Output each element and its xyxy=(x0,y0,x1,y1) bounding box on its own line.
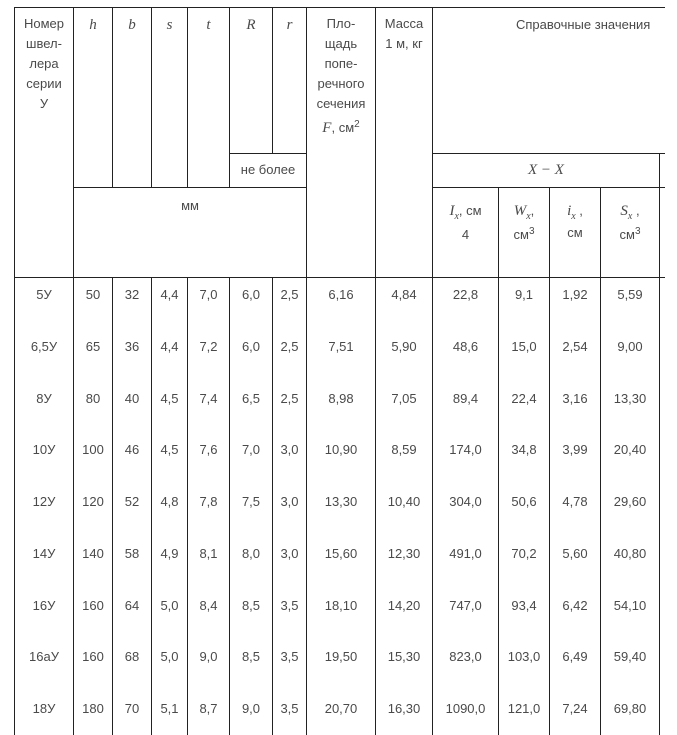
header-area-unit xyxy=(307,118,375,140)
table-cell-mass: 10,40 xyxy=(387,494,421,509)
table-cell-h: 80 xyxy=(85,391,101,406)
header-channel-number-line: серии xyxy=(26,76,62,91)
table-cell-r: 2,5 xyxy=(280,339,299,354)
table-cell-Ix: 89,4 xyxy=(452,391,479,406)
table-cell-t: 7,0 xyxy=(199,287,218,302)
table-cell-name: 8У xyxy=(36,391,52,406)
table-cell-b: 40 xyxy=(124,391,140,406)
table-cell-t: 8,4 xyxy=(199,598,218,613)
header-Ix-sub: x xyxy=(454,211,459,222)
table-cell-mass: 15,30 xyxy=(387,649,421,664)
table-cell-ix: 2,54 xyxy=(562,339,588,354)
header-channel-number-line: лера xyxy=(29,56,59,71)
table-cell-r: 3,0 xyxy=(280,442,299,457)
table-cell-R: 7,5 xyxy=(241,494,261,509)
table-cell-F: 13,30 xyxy=(324,494,358,509)
header-Ix-unit: , см xyxy=(458,203,482,218)
table-cell-Sx: 59,40 xyxy=(613,649,647,664)
table-cell-s: 4,4 xyxy=(160,339,179,354)
table-cell-s: 4,8 xyxy=(160,494,179,509)
header-mass-line: Масса xyxy=(384,16,424,31)
header-area-line: щадь xyxy=(324,36,358,51)
table-cell-s: 5,0 xyxy=(160,598,179,613)
table-cell-ix: 1,92 xyxy=(562,287,588,302)
table-cell-Ix: 491,0 xyxy=(449,546,482,561)
header-Sx-unit: см xyxy=(619,227,635,242)
table-cell-Wx: 9,1 xyxy=(514,287,534,302)
header-ix-sub: x xyxy=(571,211,576,222)
table-cell-name: 14У xyxy=(32,546,56,561)
table-cell-h: 100 xyxy=(82,442,104,457)
table-cell-mass: 14,20 xyxy=(387,598,421,613)
table-cell-Sx: 5,59 xyxy=(617,287,643,302)
table-cell-Ix: 823,0 xyxy=(449,649,482,664)
table-cell-b: 64 xyxy=(124,598,140,613)
header-Wx-unit-line xyxy=(499,225,549,247)
table-cell-b: 58 xyxy=(124,546,140,561)
table-cell-Wx: 121,0 xyxy=(507,701,541,716)
header-mass xyxy=(376,14,432,54)
table-cell-Ix: 747,0 xyxy=(449,598,482,613)
header-b-symbol: b xyxy=(128,17,136,33)
table-cell-F: 7,51 xyxy=(328,339,354,354)
header-channel-number-line: швел- xyxy=(26,36,62,51)
table-cell-Wx: 103,0 xyxy=(507,649,541,664)
table-cell-Sx: 54,10 xyxy=(613,598,647,613)
header-area-line: попе- xyxy=(324,56,358,71)
table-cell-t: 9,0 xyxy=(199,649,218,664)
table-cell-t: 8,7 xyxy=(199,701,218,716)
header-Ix-symbol: I xyxy=(449,203,455,219)
header-axis-x-x: X − X xyxy=(528,162,564,178)
header-area-unit-text: , см xyxy=(331,120,355,135)
table-cell-F: 20,70 xyxy=(324,701,358,716)
table-cell-b: 70 xyxy=(124,701,140,716)
table-cell-s: 4,4 xyxy=(160,287,179,302)
table-cell-mass: 7,05 xyxy=(391,391,417,406)
table-cell-Wx: 15,0 xyxy=(511,339,537,354)
header-t-symbol: t xyxy=(206,17,211,33)
header-Ix-line xyxy=(433,201,498,223)
table-cell-b: 68 xyxy=(124,649,140,664)
table-cell-h: 120 xyxy=(82,494,104,509)
header-not-more: не более xyxy=(240,162,296,177)
table-cell-F: 19,50 xyxy=(324,649,358,664)
table-cell-F: 8,98 xyxy=(328,391,354,406)
table-cell-s: 4,9 xyxy=(160,546,179,561)
table-cell-h: 160 xyxy=(82,598,104,613)
table-cell-h: 160 xyxy=(82,649,104,664)
table-cell-t: 7,8 xyxy=(199,494,218,509)
table-cell-R: 6,5 xyxy=(241,391,261,406)
header-Sx-unit-line xyxy=(601,225,659,247)
table-cell-Sx: 69,80 xyxy=(613,701,647,716)
table-cell-h: 180 xyxy=(82,701,104,716)
header-reference-values: Справочные значения xyxy=(516,17,651,32)
table-cell-Sx: 9,00 xyxy=(617,339,643,354)
header-Wx-unit: см xyxy=(513,227,529,242)
table-cell-F: 10,90 xyxy=(324,442,358,457)
table-cell-R: 7,0 xyxy=(241,442,261,457)
header-area-line: Пло- xyxy=(326,16,356,31)
table-cell-R: 8,5 xyxy=(241,649,261,664)
header-area-line: речного xyxy=(317,76,365,91)
table-cell-ix: 3,99 xyxy=(562,442,588,457)
table-cell-name: 5У xyxy=(36,287,52,302)
header-Wx-sub: x xyxy=(526,211,531,222)
table-cell-Ix: 22,8 xyxy=(452,287,479,302)
table-cell-Wx: 50,6 xyxy=(511,494,537,509)
table-cell-F: 6,16 xyxy=(328,287,354,302)
table-cell-r: 3,5 xyxy=(280,649,299,664)
table-cell-t: 8,1 xyxy=(199,546,218,561)
header-Ix-power: 4 xyxy=(461,227,470,242)
table-cell-R: 8,5 xyxy=(241,598,261,613)
header-Sx-sub: x xyxy=(627,211,633,222)
table-cell-Wx: 34,8 xyxy=(511,442,537,457)
table-cell-r: 3,0 xyxy=(280,546,299,561)
table-cell-ix: 6,49 xyxy=(562,649,588,664)
table-cell-r: 3,0 xyxy=(280,494,299,509)
table-cell-name: 6,5У xyxy=(30,339,58,354)
table-cell-ix: 5,60 xyxy=(562,546,588,561)
table-cell-ix: 4,78 xyxy=(562,494,588,509)
table-cell-h: 50 xyxy=(85,287,101,302)
table-cell-mass: 16,30 xyxy=(387,701,421,716)
header-h-symbol: h xyxy=(89,17,97,33)
table-cell-name: 18У xyxy=(32,701,56,716)
header-Sx-symbol: S xyxy=(620,203,628,219)
header-Sx-line xyxy=(601,201,659,223)
header-s-symbol: s xyxy=(166,17,173,33)
table-cell-Ix: 1090,0 xyxy=(445,701,486,716)
table-cell-Ix: 304,0 xyxy=(449,494,482,509)
table-cell-F: 15,60 xyxy=(324,546,358,561)
header-r-symbol: r xyxy=(286,17,293,33)
table-cell-Wx: 22,4 xyxy=(511,391,537,406)
table-cell-r: 3,5 xyxy=(280,598,299,613)
table-cell-t: 7,6 xyxy=(199,442,218,457)
table-cell-s: 5,0 xyxy=(160,649,179,664)
header-ix-unit: см xyxy=(567,225,583,240)
header-Wx-comma: , xyxy=(530,203,535,218)
table-cell-s: 4,5 xyxy=(160,391,179,406)
table-cell-b: 46 xyxy=(124,442,140,457)
header-Sx-comma: , xyxy=(632,203,640,218)
table-cell-s: 4,5 xyxy=(160,442,179,457)
header-area-unit-power: 2 xyxy=(354,119,360,130)
header-mass-line: 1 м, кг xyxy=(385,36,423,51)
table-cell-s: 5,1 xyxy=(160,701,179,716)
table-cell-h: 65 xyxy=(85,339,101,354)
table-cell-h: 140 xyxy=(82,546,104,561)
table-cell-Wx: 70,2 xyxy=(511,546,537,561)
table-cell-Sx: 40,80 xyxy=(613,546,647,561)
header-channel-number-line: Номер xyxy=(23,16,64,31)
header-area-line: сечения xyxy=(316,96,366,111)
table-cell-mass: 5,90 xyxy=(391,339,417,354)
table-cell-name: 16У xyxy=(32,598,56,613)
header-Wx-symbol: W xyxy=(513,203,527,219)
table-cell-ix: 7,24 xyxy=(562,701,588,716)
table-cell-mass: 8,59 xyxy=(391,442,417,457)
header-Ix xyxy=(433,201,498,245)
table-cell-R: 6,0 xyxy=(241,339,261,354)
table-cell-R: 9,0 xyxy=(241,701,261,716)
table-cell-b: 52 xyxy=(124,494,140,509)
table-cell-name: 12У xyxy=(32,494,56,509)
header-Wx-line xyxy=(499,201,549,223)
table-cell-mass: 12,30 xyxy=(387,546,421,561)
table-cell-R: 6,0 xyxy=(241,287,261,302)
table-cell-r: 2,5 xyxy=(280,287,299,302)
table-cell-r: 3,5 xyxy=(280,701,299,716)
header-ix-line xyxy=(550,201,600,223)
table-cell-name: 16аУ xyxy=(29,649,59,664)
table-cell-ix: 6,42 xyxy=(562,598,588,613)
header-Sx xyxy=(601,201,659,247)
header-area-symbol: F xyxy=(322,120,332,136)
table-cell-b: 36 xyxy=(124,339,140,354)
table-cell-Sx: 29,60 xyxy=(613,494,647,509)
header-Wx xyxy=(499,201,549,247)
table-cell-b: 32 xyxy=(124,287,140,302)
header-Wx-power: 3 xyxy=(528,226,535,237)
table-cell-mass: 4,84 xyxy=(391,287,417,302)
table-cell-t: 7,4 xyxy=(199,391,218,406)
header-area xyxy=(307,14,375,140)
table-cell-name: 10У xyxy=(32,442,56,457)
table-cell-Ix: 174,0 xyxy=(449,442,482,457)
header-R-symbol: R xyxy=(246,17,256,33)
header-ix-symbol: i xyxy=(567,203,572,219)
header-ix-comma: , xyxy=(575,203,583,218)
header-channel-number xyxy=(15,14,73,114)
table-cell-ix: 3,16 xyxy=(562,391,588,406)
header-Sx-power: 3 xyxy=(634,226,641,237)
table-cell-Ix: 48,6 xyxy=(452,339,479,354)
table-cell-Sx: 20,40 xyxy=(613,442,647,457)
table-cell-R: 8,0 xyxy=(241,546,261,561)
table-cell-Sx: 13,30 xyxy=(613,391,647,406)
header-ix xyxy=(550,201,600,243)
header-channel-number-line: У xyxy=(39,96,49,111)
table-cell-Wx: 93,4 xyxy=(511,598,537,613)
header-mm: мм xyxy=(181,198,199,213)
table-cell-t: 7,2 xyxy=(199,339,218,354)
table-cell-F: 18,10 xyxy=(324,598,358,613)
table-cell-r: 2,5 xyxy=(280,391,299,406)
